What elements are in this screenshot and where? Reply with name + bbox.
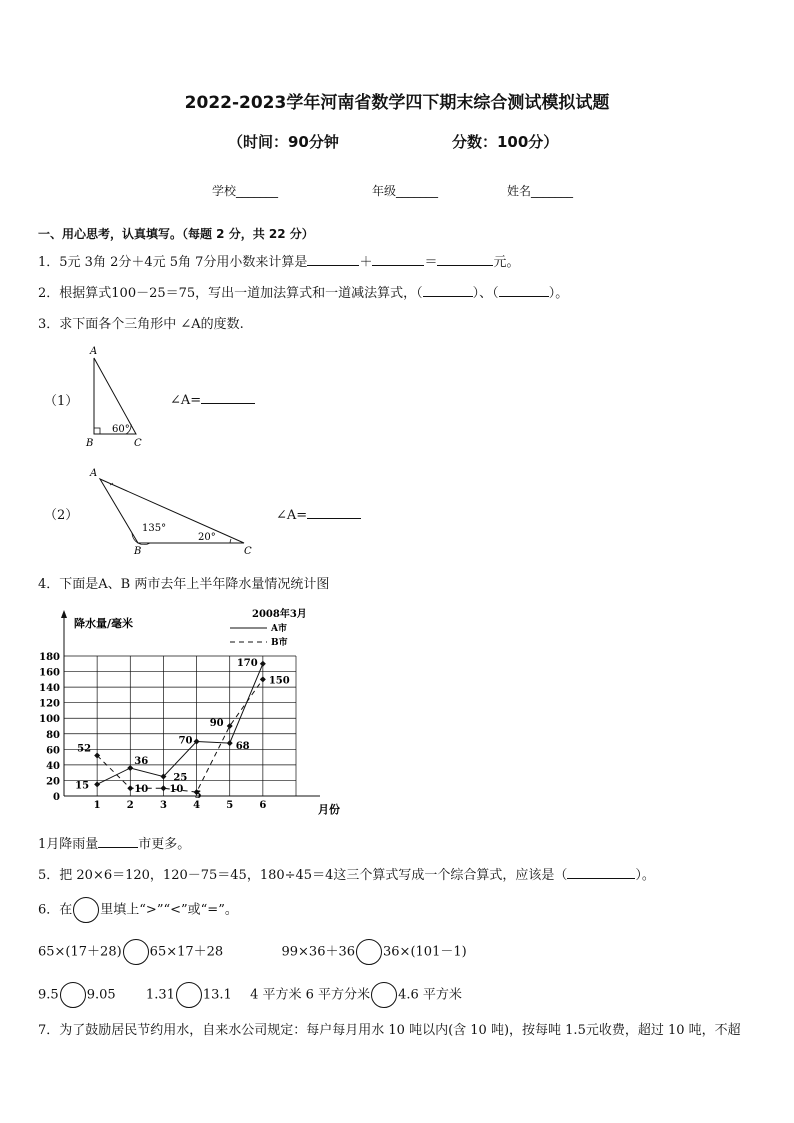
x-tick-label: 2 — [126, 800, 134, 811]
name-field: 姓名_______ — [507, 184, 574, 198]
q3-blank-2 — [307, 506, 361, 519]
q3-answer-1 — [170, 391, 255, 408]
data-point — [260, 661, 266, 667]
x-axis-label: 月份 — [318, 803, 340, 816]
right-triangle-figure — [80, 340, 160, 450]
chart-title: 2008年3月 — [252, 609, 307, 620]
y-tick-label: 140 — [39, 683, 60, 695]
vertex-a-label: A — [90, 468, 98, 479]
y-tick-label: 160 — [39, 667, 60, 679]
q1-blank-3 — [437, 253, 493, 266]
full-score: 分数：100分） — [452, 133, 559, 151]
q6-text-b: 里填上“>”“<”或“=”。 — [100, 902, 238, 918]
data-label: 52 — [77, 743, 92, 755]
legend-label-a: A市 — [271, 624, 287, 634]
q2-end: ）。 — [548, 286, 569, 301]
q4-answer-text: 1月降雨量 — [38, 837, 99, 852]
q3-part1-label: （1） — [44, 394, 79, 409]
q6-r2-right-1: 9.05 — [86, 987, 116, 1003]
compare-circle-5[interactable] — [371, 982, 397, 1008]
y-tick-label: 0 — [53, 792, 60, 803]
q3-answer-2-label: ∠A= — [276, 508, 308, 523]
q6-r2-left-3: 4 平方米 6 平方分米 — [250, 987, 371, 1003]
q6-r2-right-3: 4.6 平方米 — [398, 987, 462, 1003]
question-4: 4．下面是A、B 两市去年上半年降水量情况统计图 — [38, 577, 330, 592]
angle-c-label: 20° — [198, 532, 216, 543]
data-point — [260, 676, 266, 682]
data-point — [127, 785, 133, 791]
q3-answer-1-label: ∠A= — [170, 393, 202, 408]
q6-circle-sample — [73, 897, 99, 923]
chart-series — [75, 658, 290, 801]
x-tick-label: 6 — [259, 800, 267, 811]
data-label: 15 — [75, 780, 90, 792]
x-tick-label: 3 — [159, 800, 167, 811]
q5-text: 5．把 20×6＝120，120－75＝45，180÷45＝4这三个算式写成一个综合算式，应该是（ — [38, 868, 568, 883]
data-point — [160, 785, 166, 791]
data-label: 5 — [194, 790, 202, 802]
q6-r1-right-1: 65×17＋28 — [149, 944, 224, 960]
q2-text: 2．根据算式100－25＝75，写出一道加法算式和一道减法算式，（ — [38, 286, 423, 301]
series-line-a — [97, 664, 263, 785]
q2-blank-2 — [499, 284, 549, 297]
q5-end: ）。 — [635, 868, 655, 883]
q1-plus: ＋ — [359, 255, 373, 270]
y-tick-label: 20 — [46, 776, 60, 788]
q6-r1-left-1: 65×(17＋28) — [38, 944, 122, 960]
q6-r1-right-2: 36×(101－1) — [383, 944, 467, 960]
question-3: 3．求下面各个三角形中 ∠A的度数. — [38, 317, 244, 332]
y-tick-labels — [39, 652, 60, 803]
y-tick-label: 80 — [46, 729, 60, 741]
grade-field: 年级_______ — [372, 184, 439, 198]
compare-circle-1[interactable] — [123, 939, 149, 965]
q1-equals: ＝ — [424, 255, 438, 270]
q1-blank-2 — [372, 253, 424, 266]
q6-row-2 — [38, 982, 462, 1008]
q6-r2-right-2: 13.1 — [202, 987, 232, 1003]
x-tick-label: 5 — [226, 800, 234, 811]
data-point — [94, 781, 100, 787]
compare-circle-3[interactable] — [60, 982, 86, 1008]
question-5 — [38, 864, 655, 883]
data-label: 150 — [268, 675, 290, 687]
data-point — [127, 765, 133, 771]
q4-answer — [38, 833, 190, 852]
data-label: 10 — [134, 784, 149, 796]
page-title: 2022-2023学年河南省数学四下期末综合测试模拟试题 — [184, 93, 610, 113]
school-field: 学校_______ — [212, 184, 279, 198]
obtuse-triangle-figure — [86, 463, 266, 558]
q3-answer-2 — [276, 506, 361, 523]
vertex-b-label: B — [86, 438, 94, 449]
q1-blank-1 — [307, 253, 359, 266]
data-label: 68 — [235, 741, 250, 753]
time-limit: （时间：90分钟 — [228, 133, 339, 151]
y-tick-label: 120 — [39, 698, 60, 710]
vertex-b-label: B — [134, 546, 142, 557]
data-label: 90 — [209, 718, 224, 729]
section-heading: 一、用心思考，认真填写。（每题 2 分，共 22 分） — [38, 227, 314, 241]
compare-circle-2[interactable] — [356, 939, 382, 965]
data-point — [227, 740, 233, 746]
q6-text-a: 6．在 — [38, 902, 73, 918]
y-tick-label: 40 — [46, 760, 60, 772]
q3-blank-1 — [201, 391, 255, 404]
q6-r2-left-2: 1.31 — [145, 987, 175, 1003]
angle-b-label: 135° — [142, 523, 167, 534]
data-label: 170 — [236, 657, 258, 669]
data-label: 10 — [169, 784, 184, 796]
vertex-a-label: A — [90, 346, 98, 357]
compare-circle-4[interactable] — [176, 982, 202, 1008]
precipitation-line-chart — [30, 600, 360, 825]
question-7: 7．为了鼓励居民节约用水，自来水公司规定：每户每月用水 10 吨以内(含 10 吨)，按每吨 1.5元收费，超过 10 吨，不超 — [38, 1023, 741, 1038]
question-1 — [38, 251, 519, 270]
q2-mid: ）、（ — [472, 286, 499, 301]
data-label: 25 — [173, 772, 188, 784]
legend-label-b: B市 — [271, 638, 288, 648]
angle-c-label: 60° — [112, 424, 130, 435]
y-axis-arrow — [61, 610, 67, 618]
q4-blank — [98, 835, 138, 848]
q6-r1-left-2: 99×36＋36 — [281, 944, 356, 960]
q1-text: 1．5元 3角 2分＋4元 5角 7分用小数来计算是 — [38, 255, 308, 270]
question-6 — [38, 897, 238, 923]
y-tick-label: 60 — [46, 745, 60, 757]
q6-r2-left-1: 9.5 — [38, 987, 59, 1003]
q4-answer-end: 市更多。 — [138, 837, 191, 852]
q3-part2-label: （2） — [44, 508, 79, 523]
vertex-c-label: C — [244, 546, 252, 557]
y-tick-label: 100 — [39, 714, 60, 726]
x-tick-label: 4 — [193, 800, 201, 811]
q6-row-1 — [38, 939, 467, 965]
y-tick-label: 180 — [39, 652, 60, 663]
q5-blank — [567, 866, 635, 879]
vertex-c-label: C — [134, 438, 142, 449]
q2-blank-1 — [423, 284, 473, 297]
x-tick-labels — [94, 800, 267, 811]
y-axis-label: 降水量/毫米 — [74, 617, 134, 630]
data-label: 70 — [178, 735, 193, 747]
data-label: 36 — [134, 756, 149, 767]
x-tick-label: 1 — [93, 800, 101, 811]
q1-unit: 元。 — [493, 255, 520, 270]
question-2 — [38, 282, 568, 301]
